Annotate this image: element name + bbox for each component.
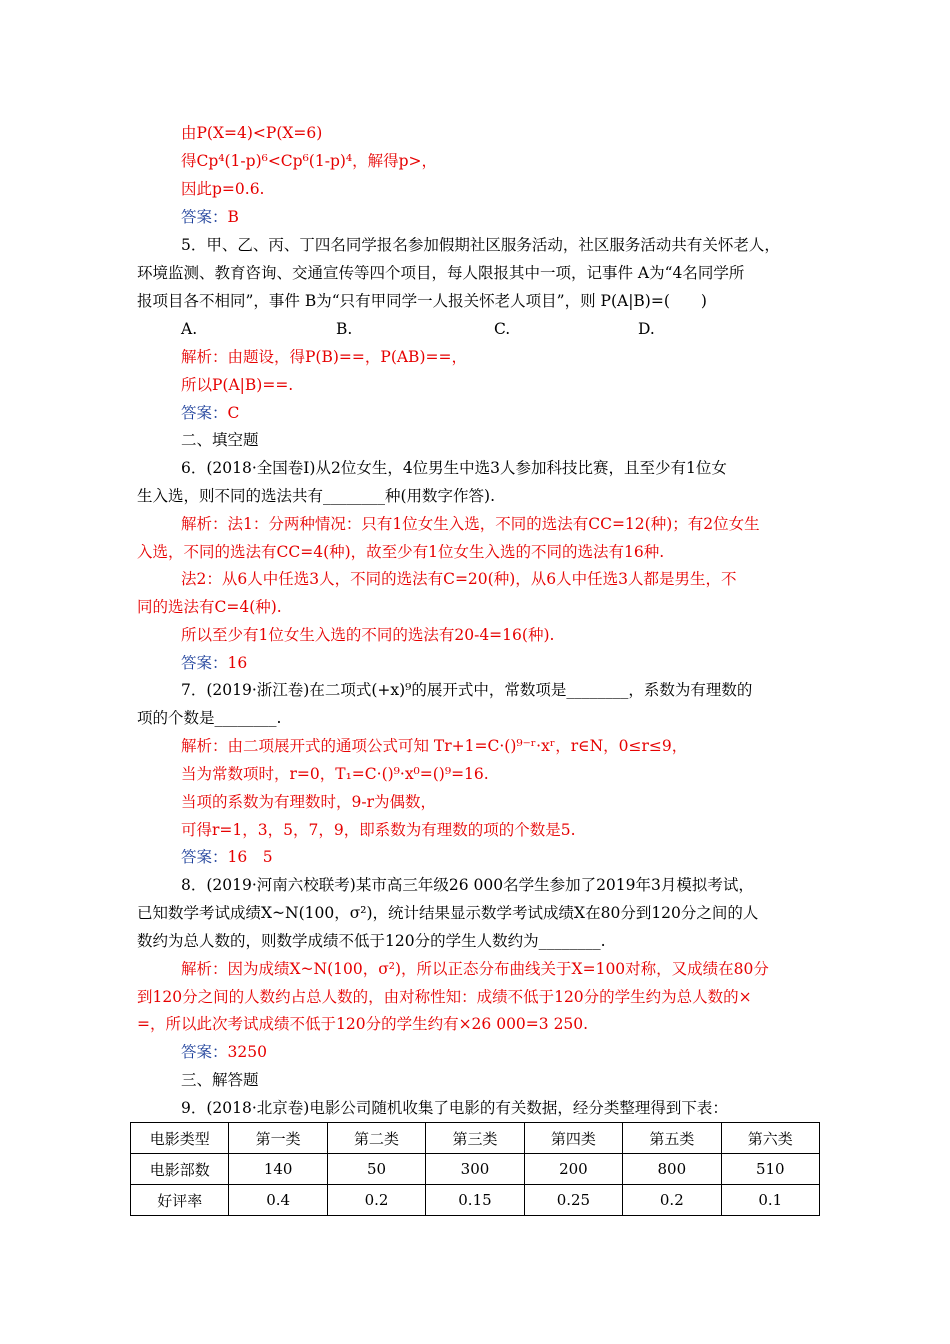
answer-value: B	[227, 208, 239, 226]
question-6-line: 6．(2018·全国卷Ⅰ)从2位女生，4位男生中选3人参加科技比赛，且至少有1位女	[181, 459, 727, 477]
table-cell: 0.2	[623, 1185, 721, 1216]
table-cell: 0.1	[721, 1185, 819, 1216]
solution-line: 因此p=0.6.	[181, 180, 265, 198]
table-row	[131, 1154, 820, 1185]
table-cell: 0.4	[229, 1185, 327, 1216]
table-cell: 800	[623, 1154, 721, 1185]
table-cell: 0.15	[426, 1185, 524, 1216]
question-8-line: 已知数学考试成绩X~N(100，σ²)，统计结果显示数学考试成绩X在80分到120分之间的人	[137, 904, 759, 922]
answer-line	[181, 1042, 267, 1062]
solution-line: 可得r=1，3，5，7，9，即系数为有理数的项的个数是5.	[181, 821, 576, 839]
solution-line: 得Cp⁴(1-p)⁶<Cp⁶(1-p)⁴，解得p>，	[181, 152, 438, 170]
table-cell: 300	[426, 1154, 524, 1185]
table-cell: 140	[229, 1154, 327, 1185]
table-row	[131, 1185, 820, 1216]
table-cell: 200	[524, 1154, 622, 1185]
answer-label: 答案：	[181, 404, 228, 422]
solution-line: 当项的系数为有理数时，9-r为偶数，	[181, 793, 437, 811]
movie-data-table	[130, 1122, 820, 1216]
table-header-cell: 第五类	[623, 1123, 721, 1154]
table-header-cell: 第四类	[524, 1123, 622, 1154]
answer-line	[181, 847, 273, 867]
table-cell: 510	[721, 1154, 819, 1185]
answer-value: 16	[227, 654, 248, 672]
question-7-line: 7．(2019·浙江卷)在二项式(+x)⁹的展开式中，常数项是________，系数为有理数的	[181, 681, 753, 699]
question-8-line: 8．(2019·河南六校联考)某市高三年级26 000名学生参加了2019年3月模拟考试，	[181, 876, 754, 894]
solution-line: 解析：由二项展开式的通项公式可知 Tr+1=C·()⁹⁻ʳ·xʳ，r∈N，0≤r≤9，	[181, 737, 688, 755]
table-cell: 好评率	[131, 1185, 229, 1216]
option-b: B.	[336, 320, 353, 338]
solution-line: 解析：由题设，得P(B)==，P(AB)==，	[181, 348, 467, 366]
section-heading: 二、填空题	[181, 431, 259, 449]
solution-line: 由P(X=4)<P(X=6)	[181, 124, 323, 142]
answer-label: 答案：	[181, 848, 228, 866]
table-cell: 0.2	[327, 1185, 425, 1216]
table-header-cell: 第一类	[229, 1123, 327, 1154]
table-header-cell: 第三类	[426, 1123, 524, 1154]
table-cell: 0.25	[524, 1185, 622, 1216]
table-row	[131, 1123, 820, 1154]
table-header-cell: 第六类	[721, 1123, 819, 1154]
table-cell: 电影部数	[131, 1154, 229, 1185]
solution-line: 解析：法1：分两种情况：只有1位女生入选，不同的选法有CC=12(种)；有2位女生	[181, 515, 760, 533]
solution-line: 所以P(A|B)==.	[181, 376, 294, 394]
solution-line: 入选，不同的选法有CC=4(种)，故至少有1位女生入选的不同的选法有16种.	[137, 543, 665, 561]
answer-line	[181, 207, 239, 227]
answer-label: 答案：	[181, 1043, 228, 1061]
answer-value: 3250	[227, 1043, 267, 1061]
question-5-line: 5．甲、乙、丙、丁四名同学报名参加假期社区服务活动，社区服务活动共有关怀老人，	[181, 236, 780, 254]
question-7-line: 项的个数是________.	[137, 709, 282, 727]
table-cell: 50	[327, 1154, 425, 1185]
solution-line: 同的选法有C=4(种).	[137, 598, 282, 616]
table-header-cell: 第二类	[327, 1123, 425, 1154]
question-5-line: 报项目各不相同”，事件 B为“只有甲同学一人报关怀老人项目”，则 P(A|B)=( )	[137, 292, 707, 310]
answer-line	[181, 403, 239, 423]
answer-label: 答案：	[181, 654, 228, 672]
solution-line: 所以至少有1位女生入选的不同的选法有20-4=16(种).	[181, 626, 555, 644]
solution-line: 解析：因为成绩X~N(100，σ²)，所以正态分布曲线关于X=100对称，又成绩在80分	[181, 960, 769, 978]
section-heading: 三、解答题	[181, 1071, 259, 1089]
question-8-line: 数约为总人数的，则数学成绩不低于120分的学生人数约为________.	[137, 932, 606, 950]
question-9-line: 9．(2018·北京卷)电影公司随机收集了电影的有关数据，经分类整理得到下表：	[181, 1099, 728, 1117]
answer-label: 答案：	[181, 208, 228, 226]
question-5-line: 环境监测、教育咨询、交通宣传等四个项目，每人限报其中一项，记事件 A为“4名同学所	[137, 264, 745, 282]
option-c: C.	[494, 320, 511, 338]
answer-value: 16 5	[227, 848, 273, 866]
solution-line: 当为常数项时，r=0，T₁=C·()⁹·x⁰=()⁹=16.	[181, 765, 489, 783]
option-a: A.	[181, 320, 198, 338]
solution-line: =，所以此次考试成绩不低于120分的学生约有×26 000=3 250.	[137, 1015, 589, 1033]
table-header-cell: 电影类型	[131, 1123, 229, 1154]
question-6-line: 生入选，则不同的选法共有________种(用数字作答).	[137, 487, 496, 505]
solution-line: 法2：从6人中任选3人，不同的选法有C=20(种)，从6人中任选3人都是男生，不	[181, 570, 737, 588]
option-d: D.	[638, 320, 655, 338]
solution-line: 到120分之间的人数约占总人数的，由对称性知：成绩不低于120分的学生约为总人数的×	[137, 988, 752, 1006]
answer-line	[181, 653, 247, 673]
answer-value: C	[227, 404, 240, 422]
